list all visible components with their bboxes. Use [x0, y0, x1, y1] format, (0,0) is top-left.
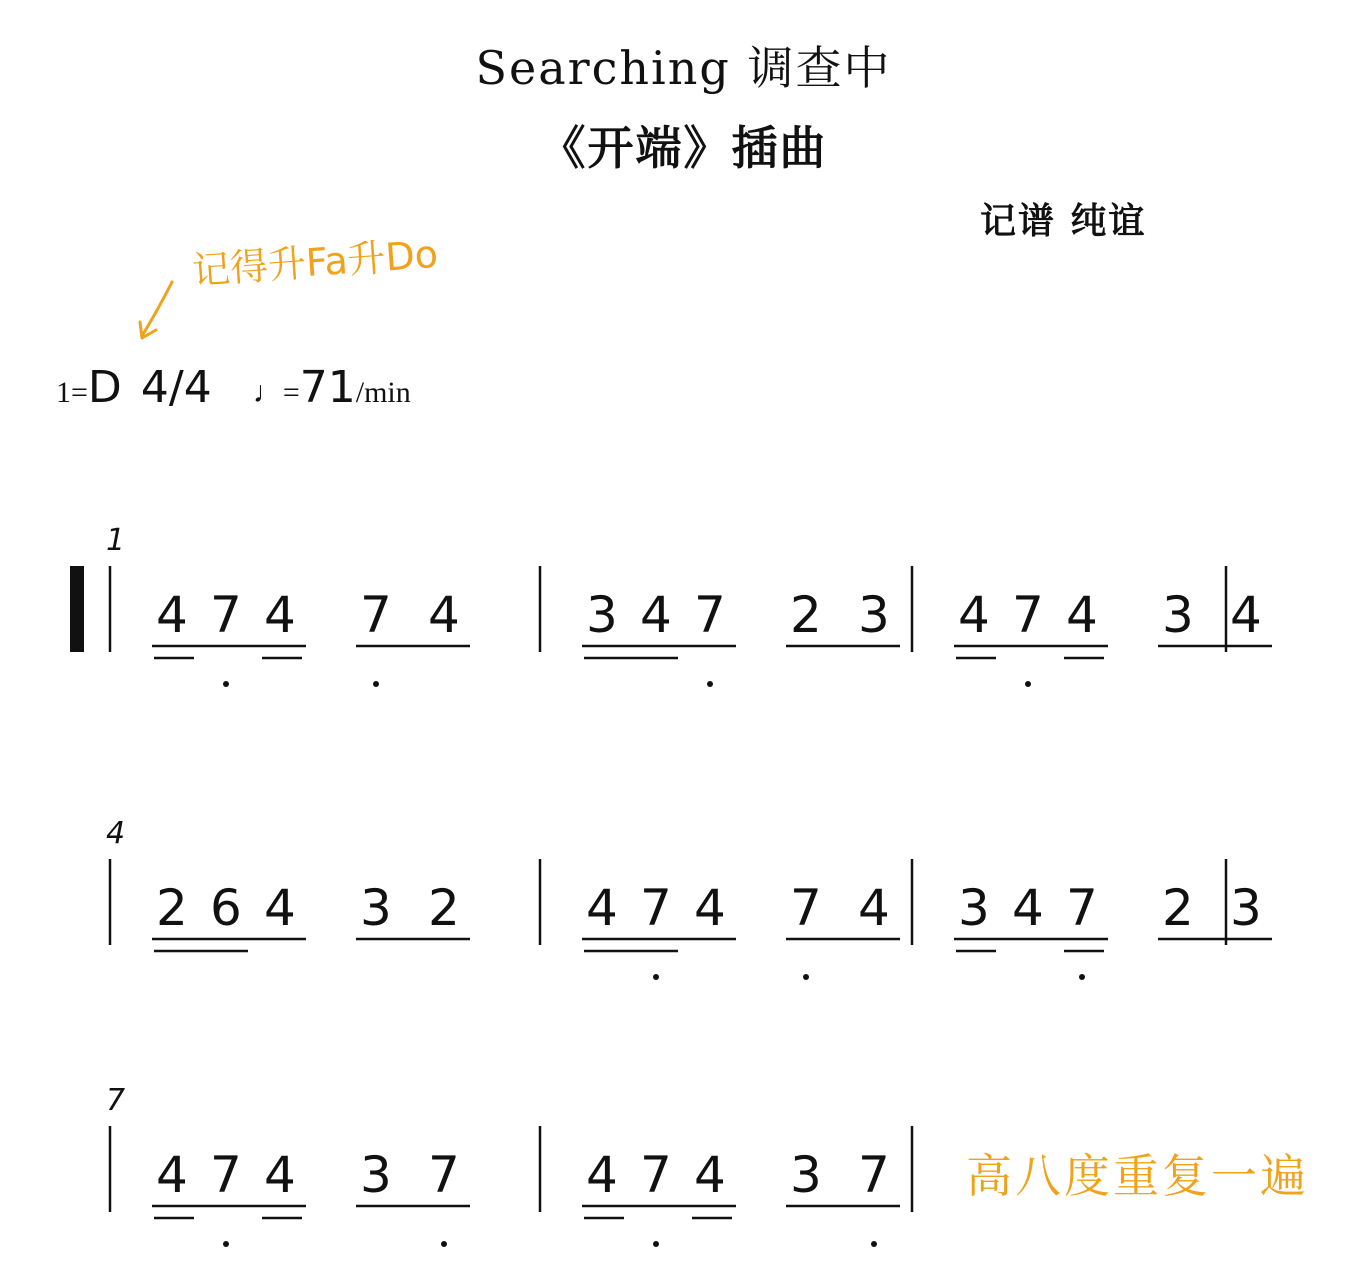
- note: 7: [640, 879, 672, 937]
- low-octave-dot: [871, 1241, 877, 1247]
- note: 2: [790, 586, 822, 644]
- note: 7: [858, 1146, 890, 1204]
- note: 7: [640, 1146, 672, 1204]
- note: 3: [790, 1146, 822, 1204]
- note: 3: [586, 586, 618, 644]
- note: 3: [360, 1146, 392, 1204]
- note: 3: [360, 879, 392, 937]
- note: 4: [1066, 586, 1098, 644]
- note: 4: [586, 1146, 618, 1204]
- low-octave-dot: [373, 681, 379, 687]
- note: 2: [156, 879, 188, 937]
- tempo-unit: /min: [355, 376, 411, 409]
- score-row: [106, 816, 1272, 980]
- note: 6: [210, 879, 242, 937]
- key-letter: D: [87, 362, 122, 413]
- low-octave-dot: [707, 681, 713, 687]
- note: 7: [1012, 586, 1044, 644]
- low-octave-dot: [653, 974, 659, 980]
- note: 7: [1066, 879, 1098, 937]
- low-octave-dot: [803, 974, 809, 980]
- note: 4: [858, 879, 890, 937]
- note: 7: [428, 1146, 460, 1204]
- tempo-value: 71: [299, 362, 356, 413]
- low-octave-dot: [1079, 974, 1085, 980]
- note: 3: [1230, 879, 1262, 937]
- note: 4: [428, 586, 460, 644]
- note: 2: [1162, 879, 1194, 937]
- measure-number: 7: [106, 1083, 126, 1118]
- note: 4: [264, 879, 296, 937]
- note: 7: [360, 586, 392, 644]
- note: 4: [640, 586, 672, 644]
- time-signature: 4/4: [140, 362, 212, 413]
- note: 4: [264, 586, 296, 644]
- low-octave-dot: [653, 1241, 659, 1247]
- song-title: Searching 调查中: [475, 41, 892, 95]
- note: 3: [958, 879, 990, 937]
- note: 4: [1012, 879, 1044, 937]
- note: 4: [586, 879, 618, 937]
- handwritten-note-octave: 高八度重复一遍: [966, 1149, 1309, 1203]
- note: 4: [156, 1146, 188, 1204]
- tempo-prefix: ♩=: [252, 376, 300, 409]
- note: 4: [694, 1146, 726, 1204]
- note: 4: [694, 879, 726, 937]
- low-octave-dot: [1025, 681, 1031, 687]
- note: 7: [210, 1146, 242, 1204]
- song-subtitle: 《开端》插曲: [539, 121, 828, 175]
- score-row: [106, 1083, 912, 1247]
- note: 4: [958, 586, 990, 644]
- note: 7: [210, 586, 242, 644]
- measure-number: 4: [106, 816, 126, 851]
- low-octave-dot: [441, 1241, 447, 1247]
- note: 3: [858, 586, 890, 644]
- handwritten-note-sharps: 记得升Fa升Do: [190, 231, 440, 293]
- note: 7: [694, 586, 726, 644]
- low-octave-dot: [223, 681, 229, 687]
- low-octave-dot: [223, 1241, 229, 1247]
- transcriber-credit: 记谱 纯谊: [980, 200, 1147, 242]
- note: 7: [790, 879, 822, 937]
- note: 4: [264, 1146, 296, 1204]
- note: 4: [156, 586, 188, 644]
- note: 4: [1230, 586, 1262, 644]
- note: 2: [428, 879, 460, 937]
- measure-number: 1: [106, 523, 126, 558]
- start-bar-thick: [70, 566, 84, 652]
- key-prefix: 1=: [56, 376, 88, 409]
- note: 3: [1162, 586, 1194, 644]
- score-row: [70, 523, 1272, 687]
